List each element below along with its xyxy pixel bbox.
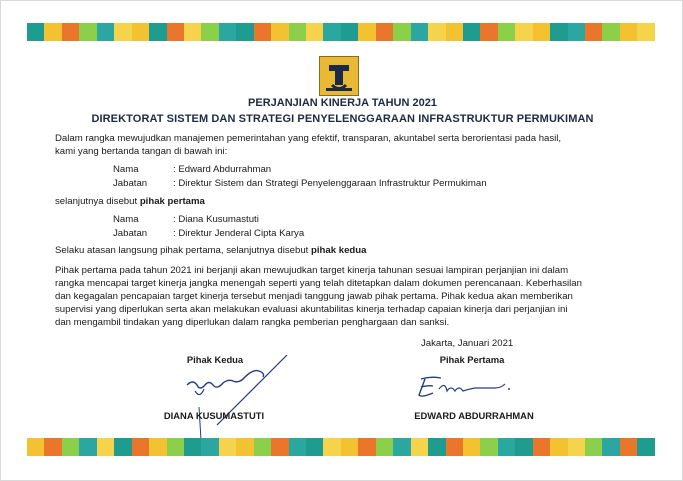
band-segment [480, 23, 497, 41]
band-segment [428, 438, 445, 456]
band-segment [289, 23, 306, 41]
band-segment [114, 23, 131, 41]
right-signature-icon [413, 373, 523, 403]
band-segment [132, 23, 149, 41]
place-date: Jakarta, Januari 2021 [421, 338, 514, 349]
decorative-top-band [27, 23, 655, 41]
party1-name-label: Nama [113, 164, 139, 175]
band-segment [323, 438, 340, 456]
band-segment [306, 23, 323, 41]
left-signer-name: DIANA KUSUMASTUTI [163, 410, 265, 421]
band-segment [568, 438, 585, 456]
pupr-logo [319, 56, 359, 96]
band-segment [620, 438, 637, 456]
band-segment [376, 438, 393, 456]
band-segment [149, 438, 166, 456]
right-signer-name: EDWARD ABDURRAHMAN [414, 410, 534, 421]
party2-designation [55, 244, 366, 257]
band-segment [446, 23, 463, 41]
band-segment [27, 438, 44, 456]
band-segment [637, 23, 654, 41]
band-segment [341, 438, 358, 456]
body-line-1: Pihak pertama pada tahun 2021 ini berjanji akan mewujudkan target kinerja tahunan sesuai lampiran perjanjian ini dalam [55, 265, 569, 276]
party1-designation [55, 195, 205, 208]
left-signature-icon [177, 355, 297, 443]
party1-designation-text: selanjutnya disebut [55, 196, 140, 207]
party2-designation-text: Selaku atasan langsung pihak pertama, selanjutnya disebut [55, 245, 312, 256]
band-segment [79, 438, 96, 456]
party2-designation-bold: pihak kedua [311, 245, 367, 256]
band-segment [201, 23, 218, 41]
band-segment [446, 438, 463, 456]
band-segment [219, 23, 236, 41]
body-line-4: supervisi yang diperlukan serta akan melakukan evaluasi akuntabilitas kinerja terhadap capaian kinerja dari perjanjian ini [55, 304, 568, 315]
band-segment [393, 23, 410, 41]
band-segment [44, 438, 61, 456]
band-segment [27, 23, 44, 41]
intro-line-2: kami yang bertanda tangan di bawah ini: [55, 146, 228, 157]
band-segment [533, 438, 550, 456]
band-segment [236, 438, 253, 456]
band-segment [271, 23, 288, 41]
band-segment [585, 438, 602, 456]
party2-name-value: : Diana Kusumastuti [173, 214, 259, 225]
band-segment [219, 438, 236, 456]
party1-designation-bold: pihak pertama [139, 196, 205, 207]
band-segment [411, 23, 428, 41]
band-segment [97, 438, 114, 456]
band-segment [498, 438, 515, 456]
logo-mark-icon [320, 57, 358, 95]
band-segment [201, 438, 218, 456]
band-segment [568, 23, 585, 41]
band-segment [463, 23, 480, 41]
band-segment [637, 438, 654, 456]
band-segment [550, 438, 567, 456]
band-segment [289, 438, 306, 456]
document-subtitle: DIREKTORAT SISTEM DAN STRATEGI PENYELENGGARAAN INFRASTRUKTUR PERMUKIMAN [91, 113, 594, 125]
band-segment [62, 23, 79, 41]
band-segment [533, 23, 550, 41]
party2-name-label: Nama [113, 214, 139, 225]
band-segment [97, 23, 114, 41]
band-segment [550, 23, 567, 41]
band-segment [254, 23, 271, 41]
band-segment [585, 23, 602, 41]
band-segment [376, 23, 393, 41]
band-segment [114, 438, 131, 456]
band-segment [149, 23, 166, 41]
band-segment [341, 23, 358, 41]
band-segment [358, 438, 375, 456]
body-line-5: dan mengambil tindakan yang diperlukan dalam rangka pemberian penghargaan dan sanksi. [55, 317, 450, 328]
document-title: PERJANJIAN KINERJA TAHUN 2021 [248, 97, 437, 109]
band-segment [306, 438, 323, 456]
band-segment [44, 23, 61, 41]
band-segment [480, 438, 497, 456]
band-segment [620, 23, 637, 41]
band-segment [132, 438, 149, 456]
band-segment [254, 438, 271, 456]
band-segment [602, 438, 619, 456]
body-line-2: rangka mencapai target kinerja jangka menengah seperti yang telah ditetapkan dalam dokumen perencanaan. Keberhasilan [55, 278, 582, 289]
intro-line-1: Dalam rangka mewujudkan manajemen pemerintahan yang efektif, transparan, akuntabel serta berorientasi pada hasil, [55, 133, 562, 144]
band-segment [79, 23, 96, 41]
band-segment [515, 438, 532, 456]
band-segment [167, 23, 184, 41]
decorative-bottom-band [27, 438, 655, 456]
band-segment [498, 23, 515, 41]
band-segment [515, 23, 532, 41]
body-line-3: dan kegagalan pencapaian target kinerja tersebut menjadi tanggung jawab pihak pertama. Pihak kedua akan memberikan [55, 291, 573, 302]
band-segment [463, 438, 480, 456]
band-segment [184, 23, 201, 41]
band-segment [323, 23, 340, 41]
party1-name-value: : Edward Abdurrahman [173, 164, 272, 175]
band-segment [184, 438, 201, 456]
band-segment [271, 438, 288, 456]
band-segment [411, 438, 428, 456]
party1-position-value: : Direktur Sistem dan Strategi Penyelenggaraan Infrastruktur Permukiman [173, 178, 487, 189]
band-segment [167, 438, 184, 456]
band-segment [62, 438, 79, 456]
left-signer-role: Pihak Kedua [186, 354, 244, 365]
party2-position-value: : Direktur Jenderal Cipta Karya [173, 228, 305, 239]
party2-position-label: Jabatan [113, 228, 148, 239]
party1-position-label: Jabatan [113, 178, 148, 189]
band-segment [602, 23, 619, 41]
band-segment [428, 23, 445, 41]
right-signer-role: Pihak Pertama [439, 354, 505, 365]
band-segment [358, 23, 375, 41]
band-segment [393, 438, 410, 456]
band-segment [236, 23, 253, 41]
